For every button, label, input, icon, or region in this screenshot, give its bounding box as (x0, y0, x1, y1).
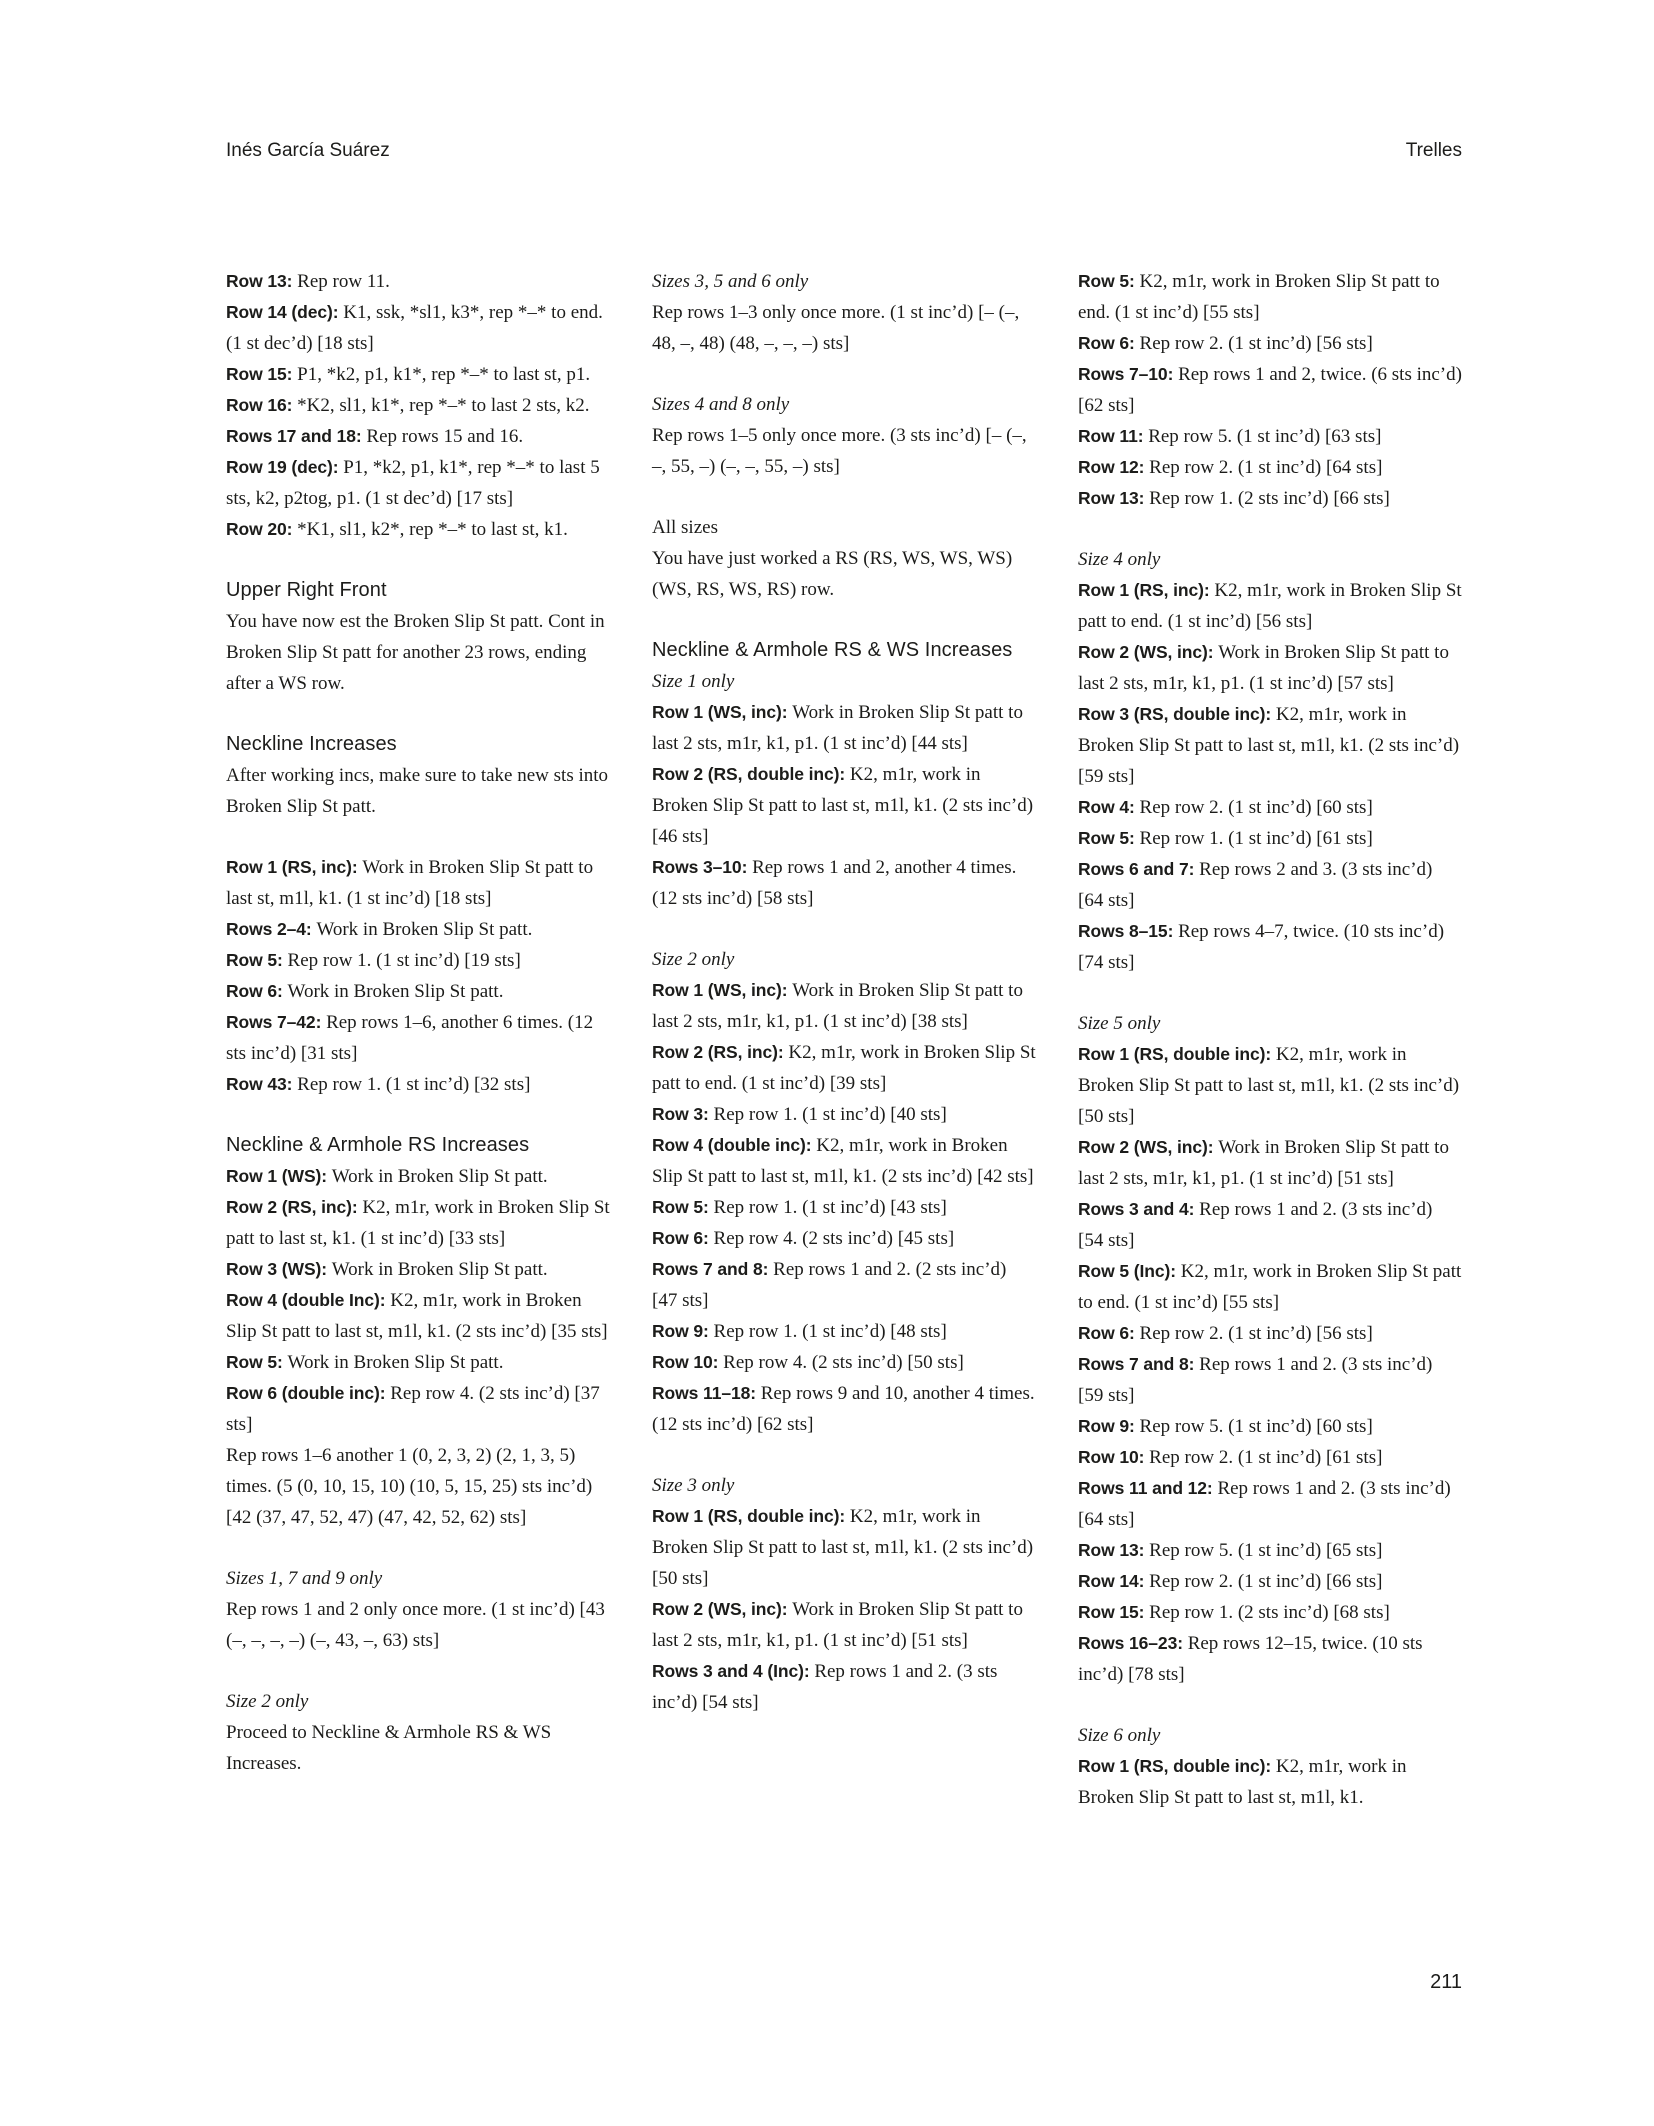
row-label: Rows 16–23: (1078, 1633, 1188, 1653)
row-text: K2, m1r, work in Broken Slip St patt to last st, m1l, k1. (1078, 1756, 1407, 1808)
row-label: Row 1 (RS, double inc): (1078, 1044, 1276, 1064)
pattern-row (1078, 1597, 1462, 1628)
row-label: Row 5: (1078, 828, 1140, 848)
size-heading (652, 1470, 1036, 1501)
row-text: Rep row 5. (1 st inc’d) [60 sts] (1139, 1416, 1373, 1437)
row-text: Rep rows 4–7, twice. (10 sts inc’d) [74 sts] (1078, 921, 1445, 973)
block-gap (652, 605, 1036, 635)
row-label: Rows 6 and 7: (1078, 859, 1200, 879)
pattern-row (1078, 916, 1462, 978)
row-label: Row 3: (652, 1104, 714, 1124)
row-text: Work in Broken Slip St patt to last 2 sts, m1r, k1, p1. (1 st inc’d) [38 sts] (652, 980, 1023, 1032)
row-label: Rows 2–4: (226, 919, 317, 939)
row-text: Rep row 1. (1 st inc’d) [61 sts] (1139, 828, 1373, 849)
paragraph (652, 543, 1036, 605)
block-gap (226, 1656, 610, 1686)
page-header (226, 140, 1462, 162)
row-text: K2, m1r, work in Broken Slip St patt to last st, m1l, k1. (2 sts inc’d) [42 sts] (652, 1135, 1034, 1187)
pattern-row (1078, 1442, 1462, 1473)
row-text: Neckline & Armhole RS Increases (226, 1134, 530, 1156)
pattern-row (1078, 1751, 1462, 1813)
row-label: Row 5: (1078, 271, 1140, 291)
row-text: Work in Broken Slip St patt. (331, 1166, 548, 1187)
row-text: K2, m1r, work in Broken Slip St patt to end. (1 st inc’d) [56 sts] (1078, 580, 1462, 632)
pattern-row (226, 359, 610, 390)
row-text: Size 1 only (652, 671, 735, 692)
row-label: Rows 7 and 8: (1078, 1354, 1200, 1374)
block-gap (226, 1533, 610, 1563)
row-label: Row 43: (226, 1074, 298, 1094)
row-label: Row 6: (226, 981, 288, 1001)
row-label: Row 15: (226, 364, 298, 384)
pattern-title: Trelles (1405, 140, 1462, 161)
row-text: K2, m1r, work in Broken Slip St patt to last st, m1l, k1. (2 sts inc’d) [46 sts] (652, 764, 1034, 847)
pattern-row (652, 1099, 1036, 1130)
row-text: Size 4 only (1078, 549, 1161, 570)
pattern-row (226, 390, 610, 421)
row-label: Rows 17 and 18: (226, 426, 367, 446)
row-label: Row 11: (1078, 426, 1149, 446)
row-label: Row 5 (Inc): (1078, 1261, 1181, 1281)
row-label: Row 1 (WS, inc): (652, 980, 793, 1000)
row-label: Row 6: (652, 1228, 714, 1248)
row-text: Rep row 2. (1 st inc’d) [64 sts] (1149, 457, 1383, 478)
row-label: Row 4 (double inc): (652, 1135, 817, 1155)
pattern-row (652, 697, 1036, 759)
pattern-row (226, 1347, 610, 1378)
row-text: Rep row 5. (1 st inc’d) [65 sts] (1149, 1540, 1383, 1561)
row-label: Row 2 (WS, inc): (652, 1599, 793, 1619)
row-text: Sizes 3, 5 and 6 only (652, 271, 809, 292)
pattern-row (1078, 1628, 1462, 1690)
block-gap (226, 822, 610, 852)
pattern-row (652, 975, 1036, 1037)
pattern-row (226, 1254, 610, 1285)
row-label: Row 2 (WS, inc): (1078, 642, 1219, 662)
pattern-row (1078, 1349, 1462, 1411)
row-text: Work in Broken Slip St patt to last 2 sts, m1r, k1, p1. (1 st inc’d) [57 sts] (1078, 642, 1449, 694)
pattern-row (652, 1316, 1036, 1347)
row-text: Rep rows 12–15, twice. (10 sts inc’d) [78 sts] (1078, 1633, 1423, 1685)
row-label: Row 19 (dec): (226, 457, 344, 477)
row-label: Row 16: (226, 395, 298, 415)
paragraph (652, 420, 1036, 482)
pattern-row (652, 1501, 1036, 1594)
block-gap (652, 482, 1036, 512)
row-label: Row 5: (226, 1352, 288, 1372)
column-1 (226, 266, 610, 1813)
row-label: Row 12: (1078, 457, 1150, 477)
pattern-row (226, 852, 610, 914)
row-label: Rows 11 and 12: (1078, 1478, 1218, 1498)
block-gap (226, 545, 610, 575)
pattern-row (652, 852, 1036, 914)
row-text: Rep rows 1 and 2. (3 sts inc’d) [54 sts] (1078, 1199, 1433, 1251)
row-text: Rep rows 1–6, another 6 times. (12 sts inc’d) [31 sts] (226, 1012, 594, 1064)
pattern-row (1078, 1256, 1462, 1318)
pattern-row (1078, 637, 1462, 699)
row-label: Row 9: (1078, 1416, 1140, 1436)
row-text: K2, m1r, work in Broken Slip St patt to end. (1 st inc’d) [55 sts] (1078, 1261, 1462, 1313)
block-gap (226, 1100, 610, 1130)
pattern-row (226, 297, 610, 359)
pattern-row (652, 1656, 1036, 1718)
row-label: Rows 7 and 8: (652, 1259, 774, 1279)
row-text: Size 2 only (226, 1691, 309, 1712)
row-text: Rep row 4. (2 sts inc’d) [37 sts] (226, 1383, 600, 1435)
row-text: Rep rows 1–5 only once more. (3 sts inc’d) [– (–, –, 55, –) (–, –, 55, –) sts] (652, 425, 1027, 477)
pattern-row (652, 1594, 1036, 1656)
row-text: Work in Broken Slip St patt. (331, 1259, 548, 1280)
row-label: Row 14 (dec): (226, 302, 344, 322)
row-text: Proceed to Neckline & Armhole RS & WS Increases. (226, 1722, 552, 1774)
row-label: Row 5: (652, 1197, 714, 1217)
row-text: After working incs, make sure to take new sts into Broken Slip St patt. (226, 765, 609, 817)
pattern-row (652, 759, 1036, 852)
row-text: Rep row 2. (1 st inc’d) [61 sts] (1149, 1447, 1383, 1468)
paragraph (652, 512, 1036, 543)
pattern-row (1078, 823, 1462, 854)
row-text: Rep rows 1–6 another 1 (0, 2, 3, 2) (2, 1, 3, 5) times. (5 (0, 10, 15, 10) (10, 5, 15, 25) sts inc’d) [42 (37, 47, 52, 47) (47, 42, 52, 62) sts] (226, 1445, 593, 1528)
pattern-row (1078, 1535, 1462, 1566)
pattern-row (1078, 452, 1462, 483)
row-label: Row 13: (1078, 1540, 1150, 1560)
row-text: Rep row 1. (2 sts inc’d) [66 sts] (1149, 488, 1390, 509)
pattern-row (1078, 1132, 1462, 1194)
row-label: Row 13: (226, 271, 298, 291)
row-label: Rows 7–10: (1078, 364, 1179, 384)
pattern-row (652, 1130, 1036, 1192)
row-label: Row 3 (WS): (226, 1259, 332, 1279)
row-label: Row 15: (1078, 1602, 1150, 1622)
row-label: Row 2 (RS, inc): (652, 1042, 789, 1062)
size-heading (652, 666, 1036, 697)
pattern-row (226, 1192, 610, 1254)
pattern-row (1078, 699, 1462, 792)
row-label: Rows 3 and 4: (1078, 1199, 1200, 1219)
row-label: Row 1 (RS, double inc): (1078, 1756, 1276, 1776)
row-text: Rep rows 1–3 only once more. (1 st inc’d) [– (–, 48, –, 48) (48, –, –, –) sts] (652, 302, 1020, 354)
row-label: Row 9: (652, 1321, 714, 1341)
row-text: Rep row 4. (2 sts inc’d) [45 sts] (713, 1228, 955, 1249)
row-text: Rep rows 1 and 2 only once more. (1 st inc’d) [43 (–, –, –, –) (–, 43, –, 63) sts] (226, 1599, 605, 1651)
row-text: You have now est the Broken Slip St patt. Cont in Broken Slip St patt for another 23 rows, ending after a WS row. (226, 611, 605, 694)
row-label: Rows 7–42: (226, 1012, 327, 1032)
row-text: Neckline Increases (226, 733, 397, 755)
row-label: Row 2 (WS, inc): (1078, 1137, 1219, 1157)
row-label: Row 20: (226, 519, 298, 539)
row-label: Row 1 (RS, inc): (226, 857, 363, 877)
size-heading (652, 944, 1036, 975)
pattern-row (652, 1347, 1036, 1378)
row-text: Rep row 2. (1 st inc’d) [60 sts] (1139, 797, 1373, 818)
pattern-row (226, 1378, 610, 1440)
row-text: Rep row 5. (1 st inc’d) [63 sts] (1148, 426, 1382, 447)
pattern-row (652, 1192, 1036, 1223)
content-columns (226, 266, 1462, 1813)
size-heading (652, 266, 1036, 297)
pattern-row (226, 1069, 610, 1100)
block-gap (1078, 1690, 1462, 1720)
row-text: P1, *k2, p1, k1*, rep *–* to last 5 sts, k2, p2tog, p1. (1 st dec’d) [17 sts] (226, 457, 600, 509)
row-label: Row 1 (WS, inc): (652, 702, 793, 722)
row-text: Rep rows 1 and 2, twice. (6 sts inc’d) [62 sts] (1078, 364, 1462, 416)
row-text: Work in Broken Slip St patt to last st, m1l, k1. (1 st inc’d) [18 sts] (226, 857, 594, 909)
row-label: Row 3 (RS, double inc): (1078, 704, 1276, 724)
size-heading (1078, 1720, 1462, 1751)
row-text: Work in Broken Slip St patt to last 2 sts, m1r, k1, p1. (1 st inc’d) [44 sts] (652, 702, 1023, 754)
row-text: K2, m1r, work in Broken Slip St patt to end. (1 st inc’d) [55 sts] (1078, 271, 1440, 323)
row-text: Work in Broken Slip St patt to last 2 sts, m1r, k1, p1. (1 st inc’d) [51 sts] (1078, 1137, 1449, 1189)
row-text: Work in Broken Slip St patt. (316, 919, 533, 940)
row-text: You have just worked a RS (RS, WS, WS, WS) (WS, RS, WS, RS) row. (652, 548, 1013, 600)
block-gap (652, 1440, 1036, 1470)
row-label: Rows 3–10: (652, 857, 753, 877)
pattern-row (1078, 1194, 1462, 1256)
pattern-row (1078, 1318, 1462, 1349)
size-heading (226, 1563, 610, 1594)
row-text: Rep row 2. (1 st inc’d) [66 sts] (1149, 1571, 1383, 1592)
row-text: Work in Broken Slip St patt. (287, 1352, 504, 1373)
pattern-row (226, 514, 610, 545)
row-text: Upper Right Front (226, 579, 387, 601)
row-label: Row 10: (1078, 1447, 1150, 1467)
pattern-row (652, 1378, 1036, 1440)
section-heading (652, 635, 1036, 666)
row-text: K2, m1r, work in Broken Slip St patt to last st, m1l, k1. (2 sts inc’d) [50 sts] (652, 1506, 1034, 1589)
row-text: K2, m1r, work in Broken Slip St patt to last st, m1l, k1. (2 sts inc’d) [35 sts] (226, 1290, 608, 1342)
pattern-row (226, 452, 610, 514)
pattern-row (226, 914, 610, 945)
column-3 (1078, 266, 1462, 1813)
pattern-row (1078, 792, 1462, 823)
row-label: Row 14: (1078, 1571, 1150, 1591)
paragraph (226, 1440, 610, 1533)
pattern-row (1078, 854, 1462, 916)
row-text: Work in Broken Slip St patt to last 2 sts, m1r, k1, p1. (1 st inc’d) [51 sts] (652, 1599, 1023, 1651)
row-text: Size 6 only (1078, 1725, 1161, 1746)
paragraph (652, 297, 1036, 359)
section-heading (226, 729, 610, 760)
row-text: K2, m1r, work in Broken Slip St patt to end. (1 st inc’d) [39 sts] (652, 1042, 1036, 1094)
row-text: Sizes 1, 7 and 9 only (226, 1568, 383, 1589)
row-label: Row 5: (226, 950, 288, 970)
row-text: Rep row 11. (297, 271, 390, 292)
section-heading (226, 1130, 610, 1161)
pattern-row (1078, 421, 1462, 452)
row-text: P1, *k2, p1, k1*, rep *–* to last st, p1. (297, 364, 591, 385)
row-label: Rows 3 and 4 (Inc): (652, 1661, 815, 1681)
paragraph (226, 760, 610, 822)
pattern-row (1078, 1411, 1462, 1442)
row-label: Row 2 (RS, inc): (226, 1197, 363, 1217)
page-number: 211 (1430, 1971, 1462, 1993)
row-text: Rep rows 2 and 3. (3 sts inc’d) [64 sts] (1078, 859, 1433, 911)
size-heading (1078, 1008, 1462, 1039)
row-label: Row 13: (1078, 488, 1150, 508)
pattern-row (1078, 483, 1462, 514)
pattern-row (1078, 1473, 1462, 1535)
section-heading (226, 575, 610, 606)
pattern-row (226, 1007, 610, 1069)
row-text: Rep row 1. (1 st inc’d) [48 sts] (713, 1321, 947, 1342)
block-gap (652, 359, 1036, 389)
row-text: Rep rows 1 and 2. (3 sts inc’d) [64 sts] (1078, 1478, 1451, 1530)
pattern-row (1078, 575, 1462, 637)
row-text: Rep row 2. (1 st inc’d) [56 sts] (1139, 333, 1373, 354)
pattern-row (1078, 266, 1462, 328)
row-label: Rows 8–15: (1078, 921, 1179, 941)
row-text: Sizes 4 and 8 only (652, 394, 790, 415)
row-text: *K2, sl1, k1*, rep *–* to last 2 sts, k2. (297, 395, 590, 416)
row-text: Rep row 2. (1 st inc’d) [56 sts] (1139, 1323, 1373, 1344)
row-label: Rows 11–18: (652, 1383, 761, 1403)
row-text: K2, m1r, work in Broken Slip St patt to last st, m1l, k1. (2 sts inc’d) [59 sts] (1078, 704, 1460, 787)
row-text: Size 3 only (652, 1475, 735, 1496)
size-heading (652, 389, 1036, 420)
row-text: Rep row 1. (1 st inc’d) [43 sts] (713, 1197, 947, 1218)
row-text: Rep rows 1 and 2. (2 sts inc’d) [47 sts] (652, 1259, 1007, 1311)
pattern-row (1078, 328, 1462, 359)
pattern-row (226, 1285, 610, 1347)
row-label: Row 10: (652, 1352, 724, 1372)
row-text: Rep row 1. (1 st inc’d) [19 sts] (287, 950, 521, 971)
author-name: Inés García Suárez (226, 140, 390, 161)
pattern-row (1078, 1039, 1462, 1132)
row-text: Rep rows 9 and 10, another 4 times. (12 sts inc’d) [62 sts] (652, 1383, 1035, 1435)
block-gap (1078, 978, 1462, 1008)
size-heading (226, 1686, 610, 1717)
row-text: Size 5 only (1078, 1013, 1161, 1034)
row-text: All sizes (652, 517, 718, 538)
pattern-row (226, 266, 610, 297)
paragraph (226, 1594, 610, 1656)
row-label: Row 6: (1078, 1323, 1140, 1343)
column-2 (652, 266, 1036, 1813)
row-text: Rep row 1. (1 st inc’d) [40 sts] (713, 1104, 947, 1125)
pattern-row (226, 976, 610, 1007)
row-text: Work in Broken Slip St patt. (287, 981, 504, 1002)
pattern-row (1078, 359, 1462, 421)
block-gap (1078, 514, 1462, 544)
row-text: Rep rows 1 and 2, another 4 times. (12 sts inc’d) [58 sts] (652, 857, 1017, 909)
row-label: Row 1 (RS, double inc): (652, 1506, 850, 1526)
block-gap (652, 914, 1036, 944)
row-label: Row 4 (double Inc): (226, 1290, 391, 1310)
pattern-row (652, 1254, 1036, 1316)
row-text: K2, m1r, work in Broken Slip St patt to last st, k1. (1 st inc’d) [33 sts] (226, 1197, 610, 1249)
row-text: Rep rows 1 and 2. (3 sts inc’d) [54 sts] (652, 1661, 998, 1713)
row-text: Size 2 only (652, 949, 735, 970)
pattern-row (226, 1161, 610, 1192)
row-text: *K1, sl1, k2*, rep *–* to last st, k1. (297, 519, 568, 540)
row-text: Rep row 4. (2 sts inc’d) [50 sts] (723, 1352, 964, 1373)
pattern-row (652, 1037, 1036, 1099)
row-text: K2, m1r, work in Broken Slip St patt to last st, m1l, k1. (2 sts inc’d) [50 sts] (1078, 1044, 1460, 1127)
row-text: Rep rows 15 and 16. (366, 426, 524, 447)
row-label: Row 4: (1078, 797, 1140, 817)
row-text: Rep rows 1 and 2. (3 sts inc’d) [59 sts] (1078, 1354, 1433, 1406)
paragraph (226, 606, 610, 699)
pattern-row (1078, 1566, 1462, 1597)
row-text: Rep row 1. (2 sts inc’d) [68 sts] (1149, 1602, 1390, 1623)
size-heading (1078, 544, 1462, 575)
row-label: Row 6 (double inc): (226, 1383, 391, 1403)
block-gap (226, 699, 610, 729)
pattern-row (226, 945, 610, 976)
row-label: Row 1 (RS, inc): (1078, 580, 1215, 600)
pattern-row (652, 1223, 1036, 1254)
row-label: Row 1 (WS): (226, 1166, 332, 1186)
row-label: Row 2 (RS, double inc): (652, 764, 850, 784)
row-text: Neckline & Armhole RS & WS Increases (652, 639, 1013, 661)
row-label: Row 6: (1078, 333, 1140, 353)
row-text: Rep row 1. (1 st inc’d) [32 sts] (297, 1074, 531, 1095)
paragraph (226, 1717, 610, 1779)
row-text: K1, ssk, *sl1, k3*, rep *–* to end. (1 st dec’d) [18 sts] (226, 302, 603, 354)
pattern-row (226, 421, 610, 452)
